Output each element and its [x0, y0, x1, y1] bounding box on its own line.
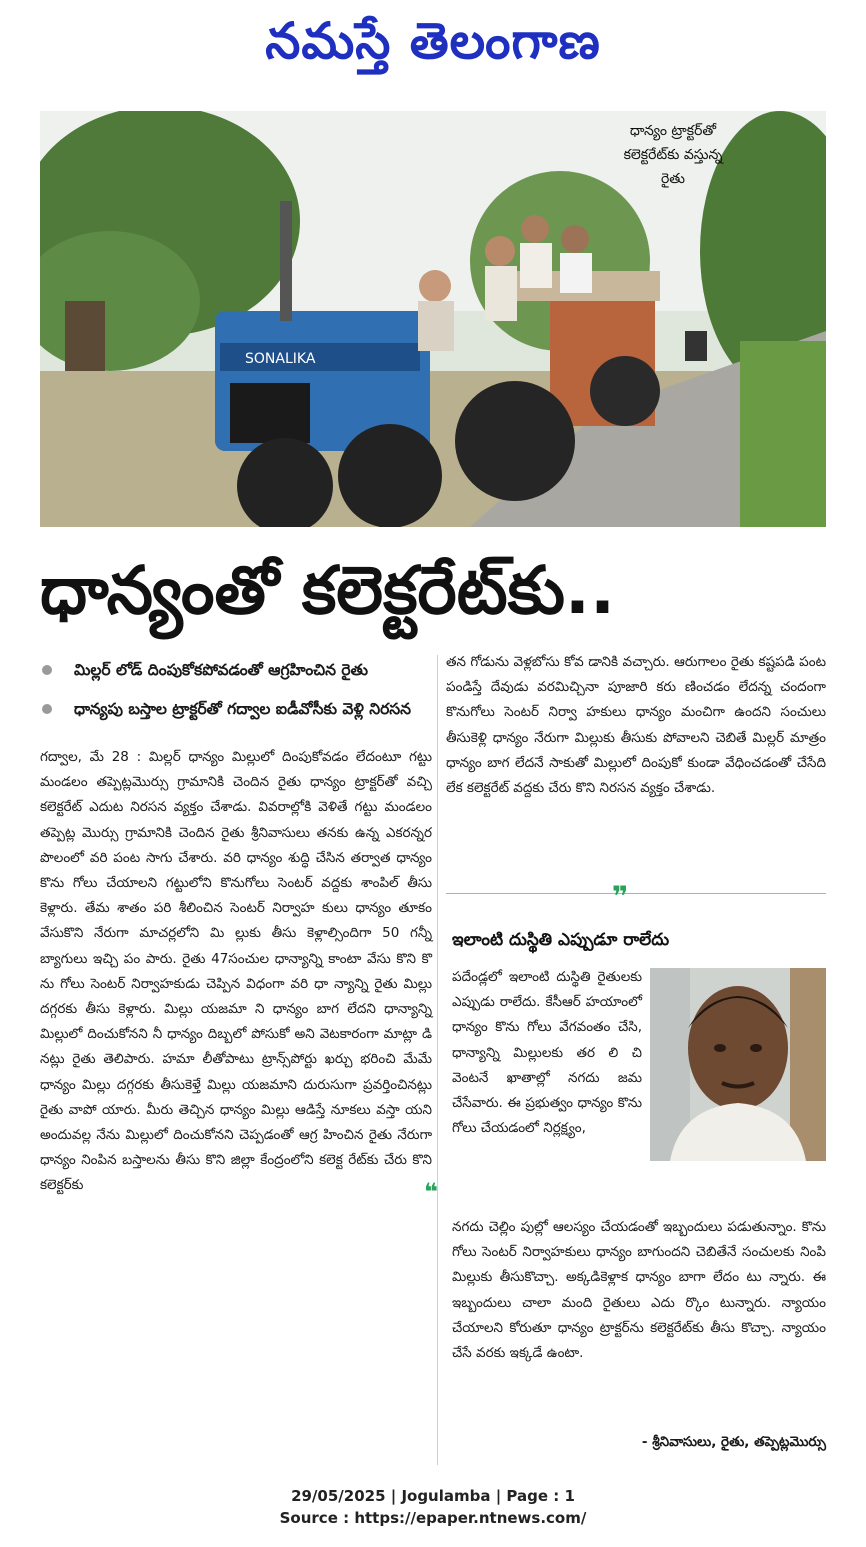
masthead [0, 6, 866, 76]
right-column [446, 650, 826, 801]
photo-caption [588, 119, 758, 191]
article-headline: ధాన్యంతో కలెక్టరేట్‌కు.. [40, 552, 616, 629]
photo-caption-line: ధాన్యం ట్రాక్టర్‌తో [629, 123, 717, 139]
footer-edition-info: 29/05/2025 | Jogulamba | Page : 1 [291, 1487, 575, 1505]
summary-bullet [40, 655, 432, 686]
interview-text-upper [452, 965, 642, 1141]
interview-paragraph-upper: పదేండ్లలో ఇలాంటి దుస్థితి రైతులకు ఎప్పుడు రాలేదు. కేసీఆర్ హయాంలో ధాన్యం కొను గోలు వేగవంతం చేసి, ధాన్యాన్ని మిల్లులకు తర లి చి వెంటనే ఖాతాల్లో నగదు జమ చేసేవారు. ఈ ప్రభుత్వం ధాన్యం కొను గోలు చేయడంలో నిర్లక్ష్యం, [452, 969, 642, 1137]
interview-heading: ఇలాంటి దుస్థితి ఎప్పుడూ రాలేదు [452, 930, 670, 950]
column-divider [437, 655, 438, 1465]
farmer-portrait-illustration [650, 968, 826, 1161]
footer-source-link[interactable]: Source : https://epaper.ntnews.com/ [279, 1509, 587, 1527]
interview-text-lower [452, 1215, 826, 1366]
article-body-left: గద్వాల, మే 28 : మిల్లర్ ధాన్యం మిల్లులో దింపుకోవడం లేదంటూ గట్టు మండలం తప్పెట్లమొర్సు గ్రామానికి చెందిన రైతు ధాన్యం ట్రాక్టర్‌తో వచ్చి కలెక్టరేట్ ఎదుట నిరసన వ్యక్తం చేశాడు. వివరాల్లోకి వెళితే గట్టు మండలం తప్పెట్ల మొర్సు గ్రామానికి చెందిన రైతు శ్రీనివాసులు తనకు ఉన్న ఎకరన్నర పొలంలో వరి పంట సాగు చేశారు. వరి ధాన్యం శుద్ధి చేసిన తర్వాత ధాన్యం కొను గోలు చేయాలని గట్టులోని కొనుగోలు సెంటర్ వద్దకు శాంపిల్ తీసు కెళ్లారు. తేమ శాతం పరి శీలించిన సెంటర్ నిర్వాహ కులు ధాన్యం తూకం వేసుకొని నేరుగా మాచర్లలోని మి ల్లుకు తీసు కెళ్లాల్సిందిగా 50 గన్నీ బ్యాగులు ఇచ్చి పం పారు. రైతు 47సంచుల ధాన్యాన్ని కాంటా వేసు కొని కొ ను గోలు సెంటర్ నిర్వాహకుడు చెప్పిన విధంగా వరి ధా న్యాన్ని రైతు మిల్లు దగ్గరకు తీసు కెళ్లారు. మిల్లు యజమా ని ధాన్యం బాగ లేదని ధాన్యాన్ని మిల్లులో దించుకోనని నీ ధాన్యం దిబ్బలో పోసుకో అని వెటకారంగా మాట్లా డి నట్లు రైతు తెలిపారు. హమా లీతోపాటు ట్రాన్స్‌పోర్టు ఖర్చు భరించి మేమే ధాన్యం మిల్లు దగ్గరకు తీసుకెళ్తే మిల్లు యజమాని దురుసుగా ప్రవర్తించినట్లు రైతు వాపో యారు. మీరు తెచ్చిన ధాన్యం మిల్లు ఆడిస్తే నూకలు వస్తా యని అందువల్ల నేను మిల్లులో దించుకోనని చెప్పడంతో ఆగ్ర హించిన రైతు నేరుగా ధాన్యం నింపిన బస్తాలను తీసు కొని జిల్లా కేంద్రంలోని కలెక్ట రేట్‌కు చేరు కొని కలెక్టర్‌కు [40, 749, 432, 1194]
tractor-badge-text: SONALIKA [245, 351, 316, 367]
photo-caption-line: రైతు [660, 171, 686, 187]
summary-bullet-text: ధాన్యపు బస్తాల ట్రాక్టర్‌తో గద్వాల ఐడీవోసీకు వెళ్లి నిరసన [74, 700, 412, 718]
newspaper-title: నమస్తే తెలంగాణ [265, 12, 601, 70]
farmer-portrait [650, 968, 826, 1161]
left-column [40, 655, 432, 1199]
interview-attribution: - శ్రీనివాసులు, రైతు, తప్పెట్లమొర్సు [641, 1434, 826, 1450]
bullet-dot-icon [42, 704, 52, 714]
summary-bullet [40, 694, 432, 725]
quote-mark-icon: ❞ [612, 880, 629, 913]
quote-mark-icon: ❝ [424, 1178, 439, 1206]
bullet-dot-icon [42, 665, 52, 675]
news-photo [40, 111, 826, 527]
interview-paragraph-lower: నగదు చెల్లిం పుల్లో ఆలస్యం చేయడంతో ఇబ్బందులు పడుతున్నాం. కొను గోలు సెంటర్ నిర్వాహకులు ధాన్యం బాగుందని చెబితేనే సంచులకు నింపి మిల్లుకు తీసుకొచ్చా. అక్కడికెళ్లాక ధాన్యం బాగా లేదం టు న్నారు. ఈ ఇబ్బందులు చాలా మంది రైతులు ఎదు ర్కొం టున్నారు. న్యాయం చేయాలని కోరుతూ ధాన్యం ట్రాక్టర్‌ను కలెక్టరేట్‌కు తీసు కొచ్చా. న్యాయం చేసే వరకు ఇక్కడే ఉంటా. [452, 1219, 826, 1362]
section-divider [446, 893, 826, 894]
page-footer [0, 1485, 866, 1529]
article-body-right: తన గోడును వెళ్లబోసు కోవ డానికి వచ్చారు. ఆరుగాలం రైతు కష్టపడి పంట పండిస్తే దేవుడు వరమిచ్చినా పూజారి కరు ణించడం లేదన్న చందంగా కొనుగోలు సెంటర్ నిర్వా హకులు ధాన్యం మంచిగా ఉందని సంచులు తీసుకెళ్లి ధాన్యం నేరుగా మిల్లుకు తీసుకు పోవాలని చెబితే మిల్లర్ మాత్రం ధాన్యం బాగ లేదనే సాకుతో మిల్లులో దింపుకో కుండా వేధించడంతో చేసేది లేక కలెక్టరేట్ వద్దకు చేరు కొని నిరసన వ్యక్తం చేశాడు. [446, 654, 826, 797]
summary-bullet-text: మిల్లర్ లోడ్ దింపుకోకపోవడంతో ఆగ్రహించిన రైతు [74, 661, 368, 679]
photo-caption-line: కలెక్టరేట్‌కు వస్తున్న [623, 147, 723, 163]
